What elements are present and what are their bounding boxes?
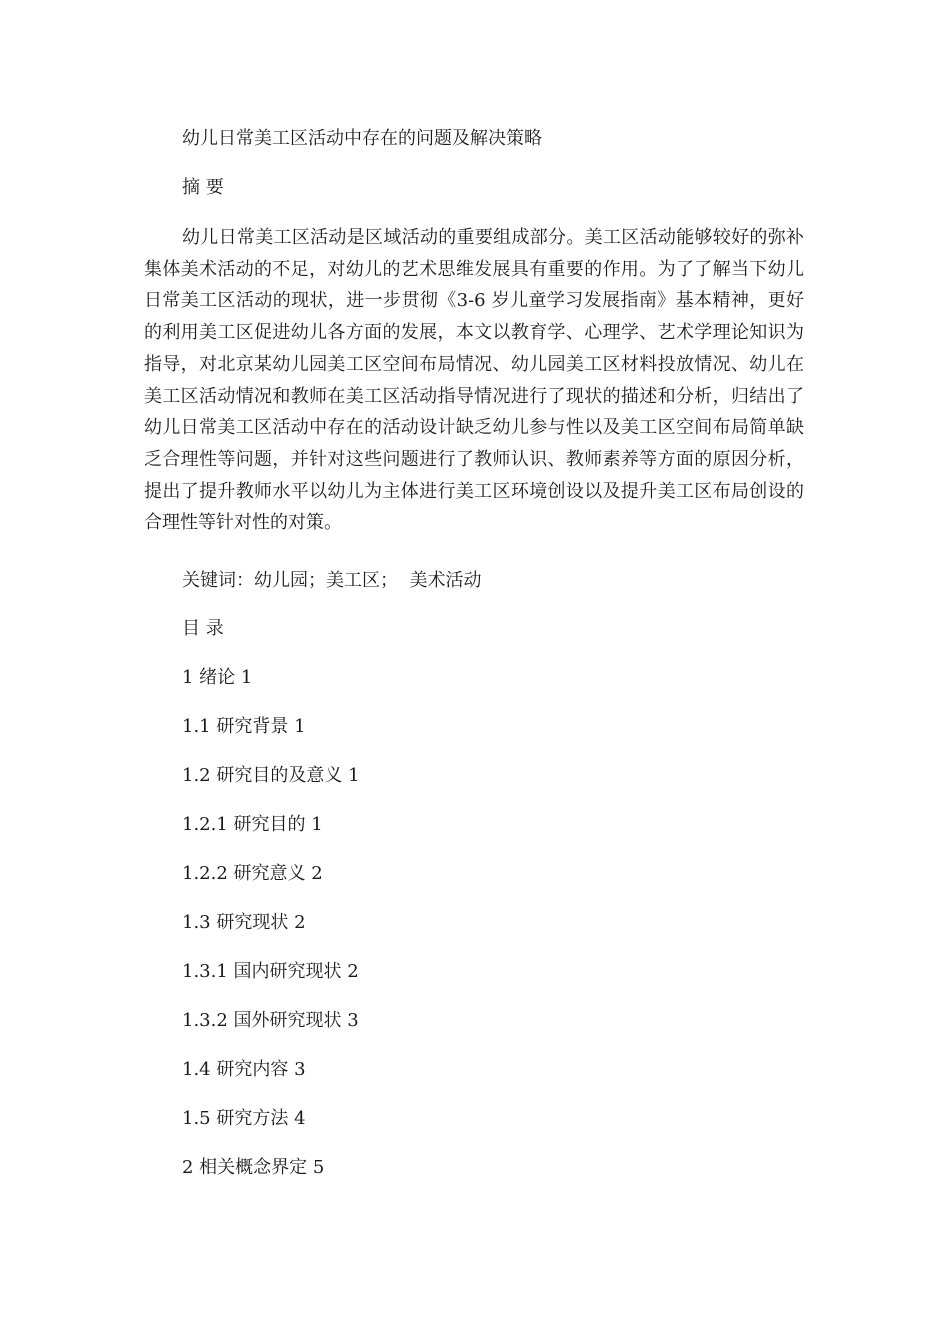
toc-item: 1.3 研究现状 2 (182, 912, 306, 933)
toc-item: 1.4 研究内容 3 (182, 1059, 306, 1080)
toc-heading: 目 录 (182, 618, 224, 639)
toc-item: 1.2.1 研究目的 1 (182, 814, 323, 835)
toc-item: 1.2 研究目的及意义 1 (182, 765, 360, 786)
keywords-line: 关键词：幼儿园；美工区； 美术活动 (182, 570, 482, 591)
table-of-contents (182, 665, 360, 1204)
abstract-text: 幼儿日常美工区活动是区域活动的重要组成部分。美工区活动能够较好的弥补集体美术活动的不足，对幼儿的艺术思维发展具有重要的作用。为了了解当下幼儿日常美工区活动的现状，进一步贯彻《3-6 岁儿童学习发展指南》基本精神，更好的利用美工区促进幼儿各方面的发展，本文以教育学、心理学、艺术学理论知识为指导，对北京某幼儿园美工区空间布局情况、幼儿园美工区材料投放情况、幼儿在美工区活动情况和教师在美工区活动指导情况进行了现状的描述和分析，归结出了幼儿日常美工区活动中存在的活动设计缺乏幼儿参与性以及美工区空间布局简单缺乏合理性等问题，并针对这些问题进行了教师认识、教师素养等方面的原因分析，提出了提升教师水平以幼儿为主体进行美工区环境创设以及提升美工区布局创设的合理性等针对性的对策。 (144, 227, 804, 534)
document-title: 幼儿日常美工区活动中存在的问题及解决策略 (182, 128, 542, 149)
toc-item: 1 绪论 1 (182, 667, 253, 688)
toc-item: 1.5 研究方法 4 (182, 1108, 306, 1129)
toc-item: 1.2.2 研究意义 2 (182, 863, 323, 884)
abstract-heading: 摘 要 (182, 177, 224, 198)
toc-item: 1.1 研究背景 1 (182, 716, 306, 737)
toc-item: 1.3.1 国内研究现状 2 (182, 961, 359, 982)
toc-item: 2 相关概念界定 5 (182, 1157, 325, 1178)
toc-item: 1.3.2 国外研究现状 3 (182, 1010, 359, 1031)
